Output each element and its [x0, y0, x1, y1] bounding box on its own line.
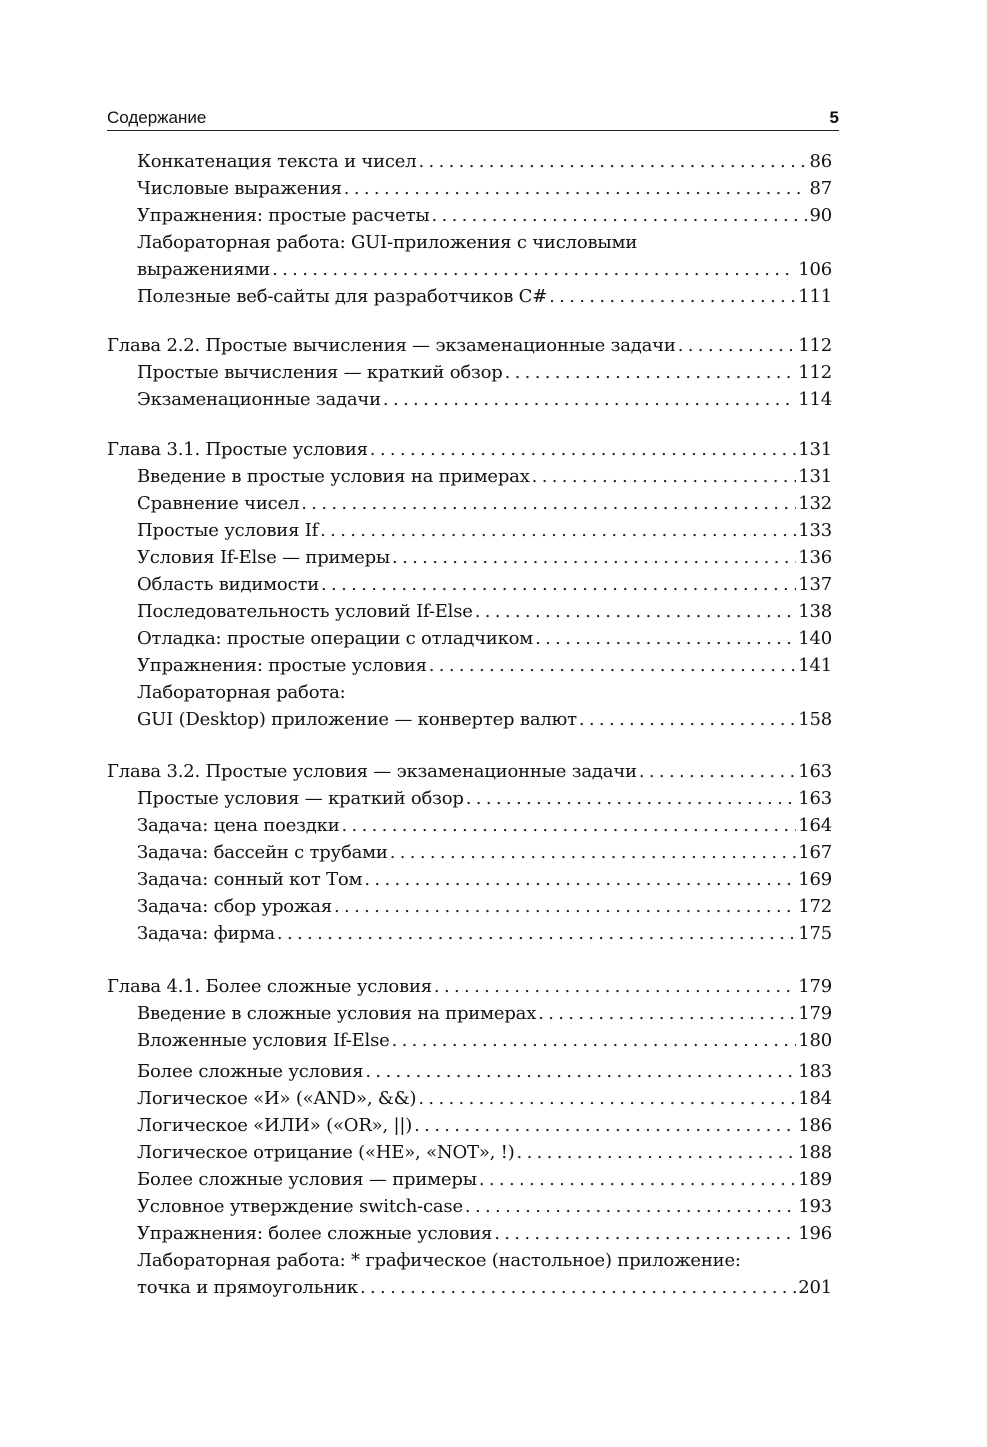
toc-entry-title: Логическое «ИЛИ» («OR», ||)	[137, 1115, 413, 1136]
toc-entry-title: Экзаменационные задачи	[137, 389, 381, 410]
dot-leader	[678, 334, 797, 358]
toc-entry-title: Простые вычисления — краткий обзор	[137, 362, 503, 383]
toc-entry-title: Задача: цена поездки	[137, 815, 340, 836]
toc-chapter[interactable]	[107, 972, 832, 999]
toc-entry-title: Числовые выражения	[137, 178, 342, 199]
toc-entry-title: Введение в сложные условия на примерах	[137, 1003, 537, 1024]
toc-entry[interactable]	[137, 147, 832, 174]
toc-entry[interactable]	[137, 624, 832, 651]
toc-entry-title: Вложенные условия If-Else	[137, 1030, 390, 1051]
toc-entry-title: Условное утверждение switch-case	[137, 1196, 463, 1217]
toc-entry[interactable]	[137, 174, 832, 201]
toc-entry-title: Задача: сбор урожая	[137, 896, 332, 917]
toc-entry-page: 163	[798, 788, 832, 809]
dot-leader	[579, 708, 796, 732]
toc-entry-title: Упражнения: простые расчеты	[137, 205, 430, 226]
dot-leader	[370, 438, 796, 462]
toc-entry-page: 175	[798, 923, 832, 944]
toc-entry[interactable]	[137, 811, 832, 838]
toc-entry-page: 106	[798, 259, 832, 280]
toc-entry-page: 180	[798, 1030, 832, 1051]
toc-entry[interactable]	[137, 255, 832, 282]
dot-leader	[475, 600, 797, 624]
toc-entry-title-line1: Лабораторная работа: * графическое (настольное) приложение:	[137, 1250, 741, 1271]
dot-leader	[383, 388, 796, 412]
toc-chapter-page: 163	[798, 761, 832, 782]
dot-leader	[494, 1222, 796, 1246]
toc-entry-page: 172	[798, 896, 832, 917]
toc-chapter-title: Глава 2.2. Простые вычисления — экзаменационные задачи	[107, 335, 676, 356]
toc-entry-title: Логическое отрицание («НЕ», «NOT», !)	[137, 1142, 515, 1163]
toc-chapter[interactable]	[107, 331, 832, 358]
toc-entry-page: 133	[798, 520, 832, 541]
dot-leader	[429, 654, 797, 678]
toc-entry-page: 137	[798, 574, 832, 595]
toc-entry[interactable]	[137, 1084, 832, 1111]
dot-leader	[365, 1060, 796, 1084]
toc-entry-page: 193	[798, 1196, 832, 1217]
toc-entry-title: Введение в простые условия на примерах	[137, 466, 530, 487]
dot-leader	[418, 1087, 796, 1111]
toc-entry-title: Задача: сонный кот Том	[137, 869, 363, 890]
dot-leader	[334, 895, 796, 919]
toc-entry-title: Задача: бассейн с трубами	[137, 842, 388, 863]
toc-chapter-page: 112	[798, 335, 832, 356]
toc-entry[interactable]	[137, 1026, 832, 1053]
dot-leader	[538, 1002, 796, 1026]
toc-entry[interactable]	[137, 1057, 832, 1084]
toc-entry-page: 86	[809, 151, 832, 172]
toc-entry-page: 87	[809, 178, 832, 199]
toc-entry-page: 158	[798, 709, 832, 730]
running-head	[107, 106, 839, 130]
toc-entry-page: 164	[798, 815, 832, 836]
toc-chapter-title: Глава 4.1. Более сложные условия	[107, 976, 432, 997]
toc-entry-title: Простые условия — краткий обзор	[137, 788, 464, 809]
toc-chapter-page: 131	[798, 439, 832, 460]
dot-leader	[342, 814, 797, 838]
toc-entry[interactable]	[137, 570, 832, 597]
toc-entry-title: Простые условия If	[137, 520, 319, 541]
dot-leader	[360, 1276, 796, 1300]
toc-entry-page: 131	[798, 466, 832, 487]
dot-leader	[392, 546, 796, 570]
toc-entry-title: Упражнения: простые условия	[137, 655, 427, 676]
toc-entry[interactable]	[137, 358, 832, 385]
dot-leader	[431, 204, 807, 228]
toc-entry[interactable]	[137, 201, 832, 228]
toc-chapter[interactable]	[107, 435, 832, 462]
toc-entry[interactable]	[137, 1165, 832, 1192]
dot-leader	[434, 975, 796, 999]
toc-entry[interactable]	[137, 1219, 832, 1246]
toc-entry-page: 140	[798, 628, 832, 649]
toc-entry[interactable]	[137, 705, 832, 732]
toc-chapter[interactable]	[107, 757, 832, 784]
toc-entry[interactable]	[137, 1111, 832, 1138]
dot-leader	[301, 492, 796, 516]
toc-entry-title-line1: Лабораторная работа:	[137, 682, 346, 703]
toc-entry-page: 138	[798, 601, 832, 622]
toc-entry[interactable]	[137, 489, 832, 516]
toc-entry[interactable]	[137, 516, 832, 543]
dot-leader	[392, 1029, 797, 1053]
toc-entry-title: Сравнение чисел	[137, 493, 300, 514]
dot-leader	[277, 922, 796, 946]
toc-entry-page: 189	[798, 1169, 832, 1190]
toc-entry[interactable]	[137, 838, 832, 865]
toc-entry-title: Упражнения: более сложные условия	[137, 1223, 493, 1244]
toc-entry-page: 90	[809, 205, 832, 226]
dot-leader	[364, 868, 796, 892]
toc-entry-page: 167	[798, 842, 832, 863]
toc-entry-title: Область видимости	[137, 574, 320, 595]
toc-entry-page: 179	[798, 1003, 832, 1024]
toc-entry-page: 141	[798, 655, 832, 676]
toc-entry[interactable]	[137, 597, 832, 624]
toc-entry[interactable]	[137, 865, 832, 892]
toc-entry-page: 132	[798, 493, 832, 514]
toc-entry-page: 112	[798, 362, 832, 383]
toc-chapter-title: Глава 3.1. Простые условия	[107, 439, 368, 460]
toc-entry[interactable]	[137, 1192, 832, 1219]
toc-entry-page: 186	[798, 1115, 832, 1136]
dot-leader	[414, 1114, 796, 1138]
toc-entry-page: 169	[798, 869, 832, 890]
toc-entry-page: 201	[798, 1277, 832, 1298]
toc-entry-page: 111	[798, 286, 832, 307]
header-rule	[107, 130, 839, 131]
toc-entry[interactable]	[137, 651, 832, 678]
dot-leader	[549, 285, 796, 309]
toc-chapter-page: 179	[798, 976, 832, 997]
toc-entry-title: Полезные веб-сайты для разработчиков C#	[137, 286, 548, 307]
toc-entry-title: Отладка: простые операции с отладчиком	[137, 628, 534, 649]
toc-entry-title: Логическое «И» («AND», &&)	[137, 1088, 417, 1109]
toc-entry[interactable]	[137, 1273, 832, 1300]
toc-entry-title: Более сложные условия — примеры	[137, 1169, 477, 1190]
toc-entry[interactable]	[137, 543, 832, 570]
toc-entry[interactable]	[137, 892, 832, 919]
dot-leader	[505, 361, 797, 385]
toc-entry[interactable]	[137, 462, 832, 489]
running-head-title: Содержание	[107, 108, 207, 127]
dot-leader	[479, 1168, 796, 1192]
dot-leader	[418, 150, 807, 174]
toc-entry-page: 136	[798, 547, 832, 568]
toc-entry-title: точка и прямоугольник	[137, 1277, 358, 1298]
dot-leader	[532, 465, 797, 489]
toc-entry[interactable]	[137, 919, 832, 946]
toc-entry-title: Последовательность условий If-Else	[137, 601, 473, 622]
dot-leader	[517, 1141, 797, 1165]
dot-leader	[639, 760, 796, 784]
toc-entry[interactable]	[137, 784, 832, 811]
toc-entry-page: 188	[798, 1142, 832, 1163]
dot-leader	[321, 573, 796, 597]
toc-entry[interactable]	[137, 282, 832, 309]
toc-entry-title: выражениями	[137, 259, 271, 280]
toc-entry[interactable]	[137, 1138, 832, 1165]
toc-entry-title: Условия If-Else — примеры	[137, 547, 391, 568]
toc-chapter-title: Глава 3.2. Простые условия — экзаменационные задачи	[107, 761, 637, 782]
page-number: 5	[829, 108, 839, 127]
toc-entry[interactable]	[137, 385, 832, 412]
toc-entry-title: Конкатенация текста и чисел	[137, 151, 417, 172]
dot-leader	[465, 1195, 796, 1219]
toc-entry-title: Более сложные условия	[137, 1061, 364, 1082]
dot-leader	[272, 258, 796, 282]
toc-entry-page: 183	[798, 1061, 832, 1082]
toc-entry-page: 114	[798, 389, 832, 410]
toc-entry-page: 196	[798, 1223, 832, 1244]
dot-leader	[535, 627, 796, 651]
toc-entry-title: Задача: фирма	[137, 923, 275, 944]
dot-leader	[466, 787, 796, 811]
dot-leader	[390, 841, 797, 865]
toc-entry-page: 184	[798, 1088, 832, 1109]
toc-entry-title: GUI (Desktop) приложение — конвертер валют	[137, 709, 577, 730]
dot-leader	[320, 519, 796, 543]
toc-entry-title-line1: Лабораторная работа: GUI-приложения с числовыми	[137, 232, 638, 253]
toc-entry[interactable]	[137, 999, 832, 1026]
dot-leader	[344, 177, 808, 201]
